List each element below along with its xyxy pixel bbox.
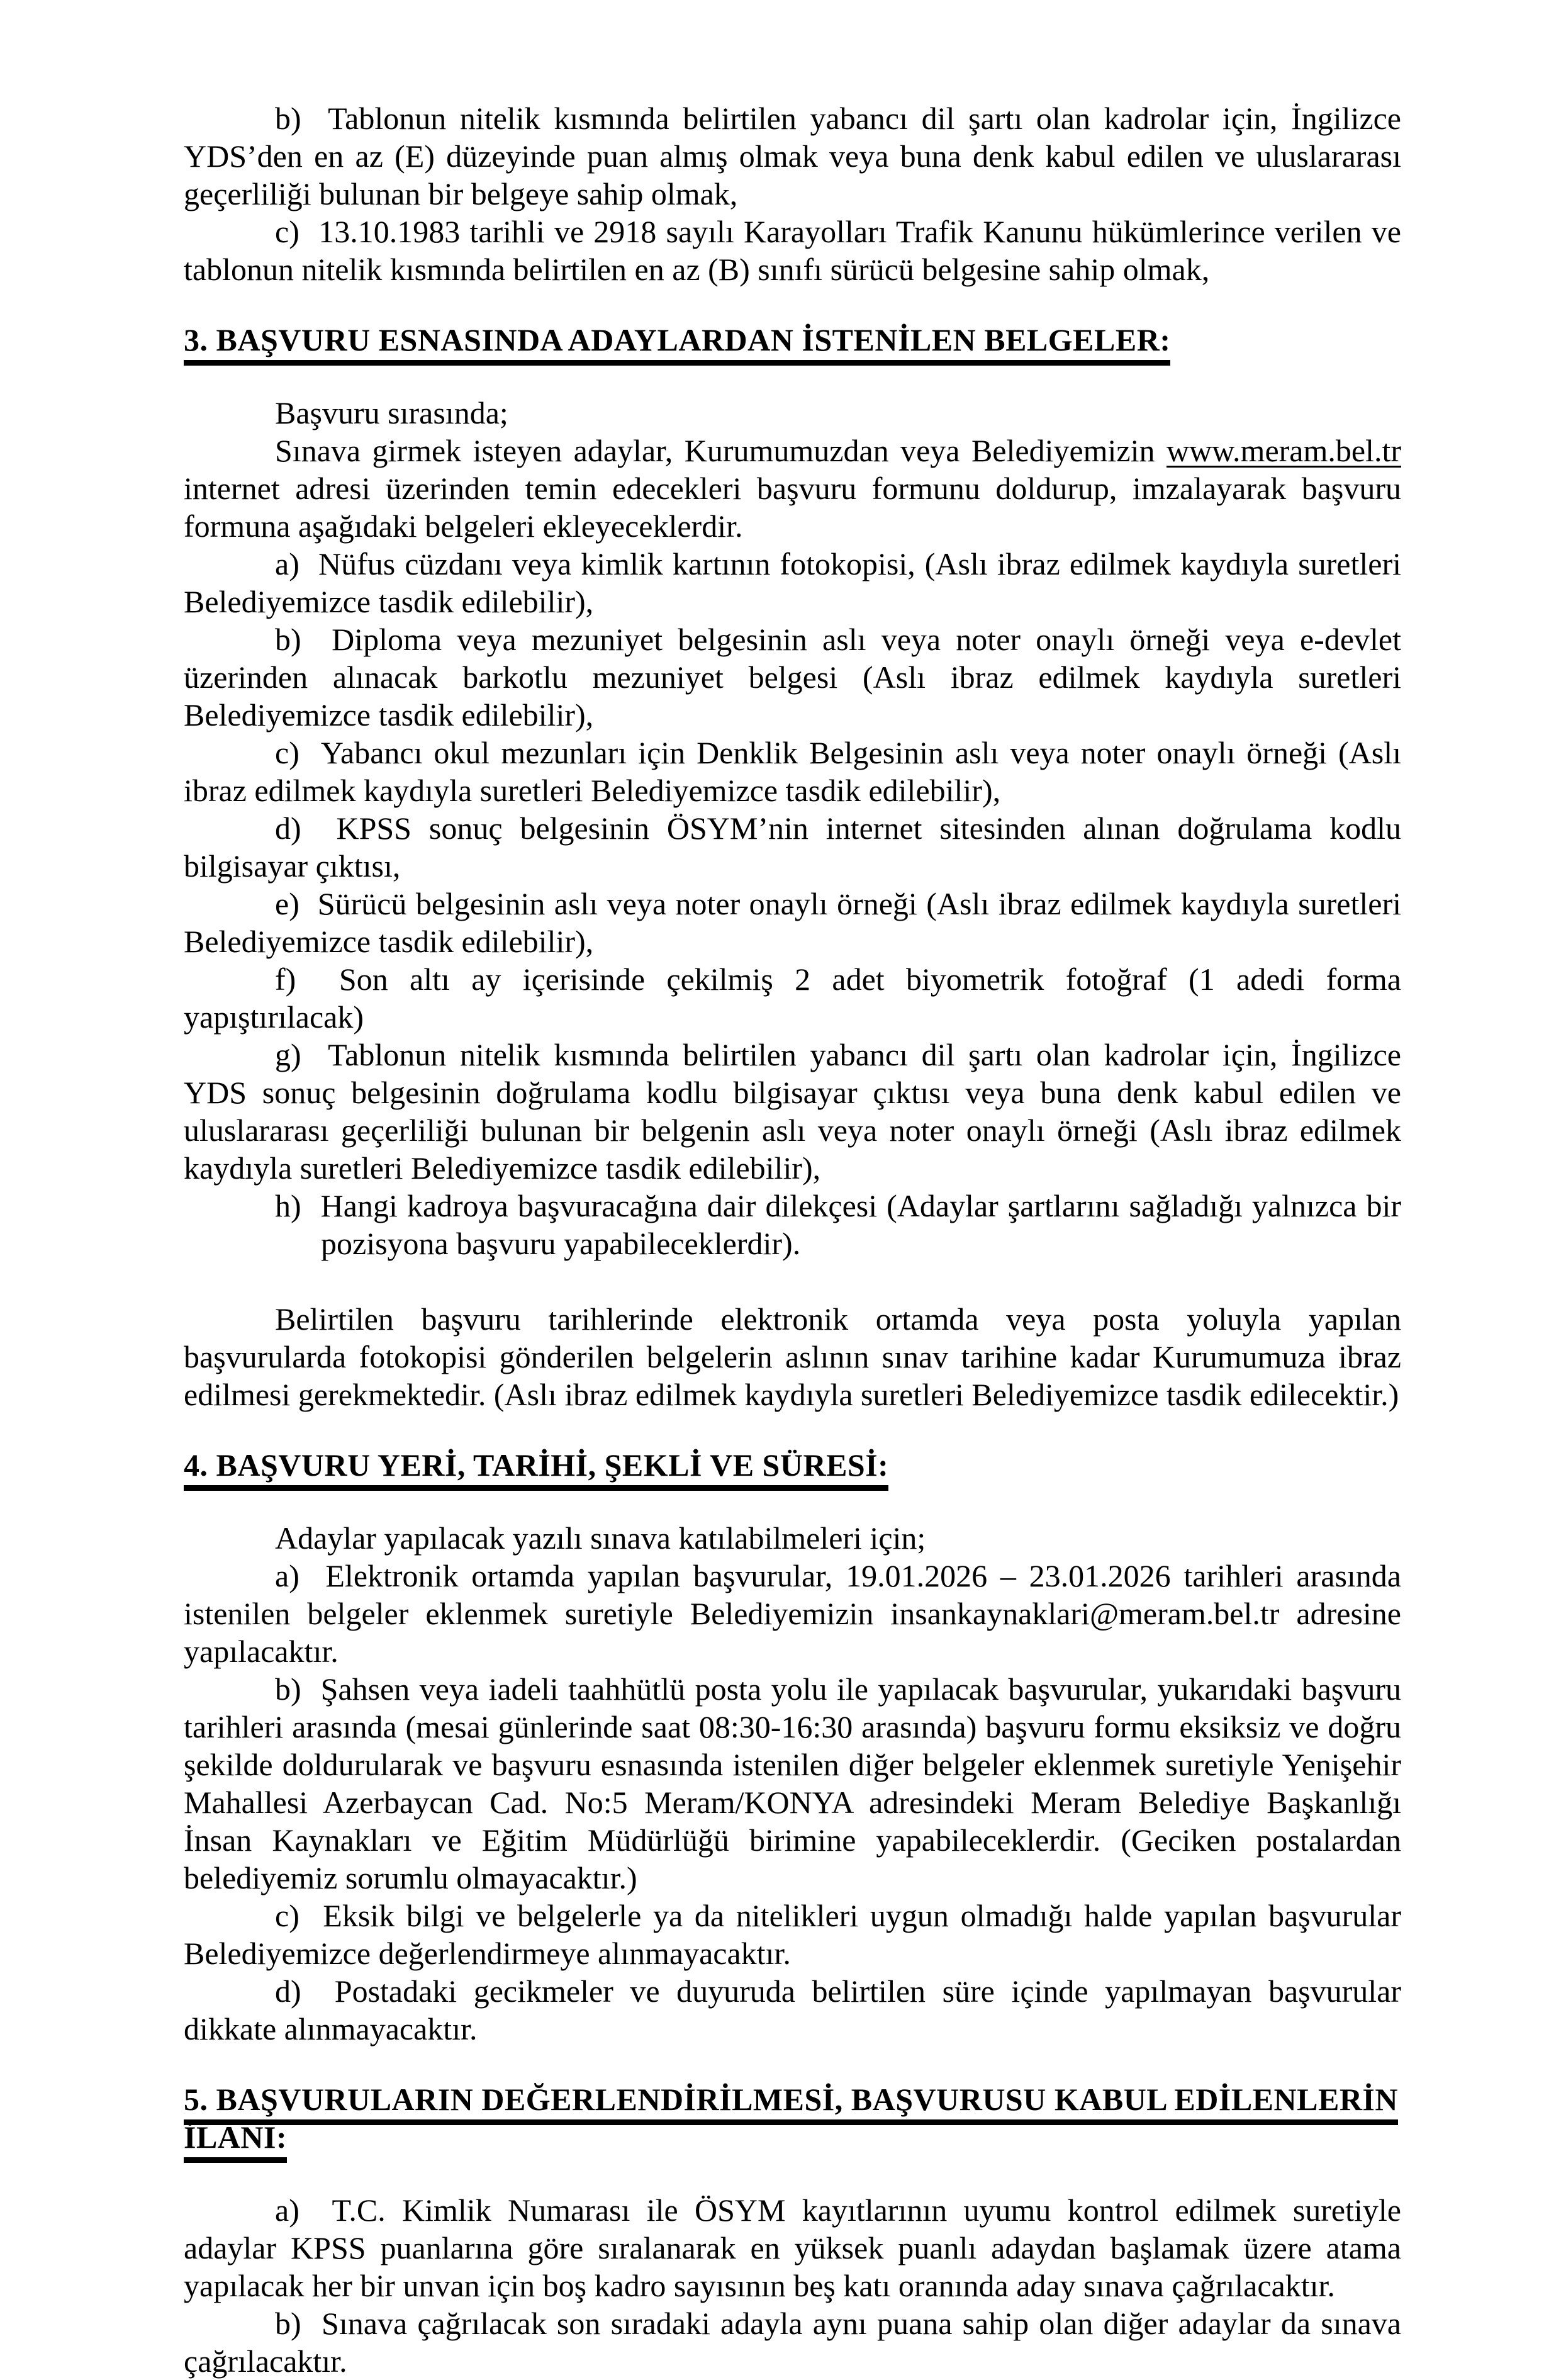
paragraph-condition-c: c) 13.10.1983 tarihli ve 2918 sayılı Karayolları Trafik Kanunu hükümlerince verilen ve tablonun nitelik kısmında belirtilen en az (B) sınıfı sürücü belgesine sahip olmak,	[184, 214, 1401, 287]
list-item-document-c: c) Yabancı okul mezunları için Denklik Belgesinin aslı veya noter onaylı örneği (Aslı ibraz edilmek kaydıyla suretleri Belediyemizce tasdik edilebilir),	[184, 735, 1401, 808]
list-item-document-b: b) Diploma veya mezuniyet belgesinin aslı veya noter onaylı örneği veya e-devlet üzerinden alınacak barkotlu mezuniyet belgesi (Aslı ibraz edilmek kaydıyla suretleri Belediyemizce tasdik edilebilir),	[184, 622, 1401, 733]
section-4-heading	[184, 1446, 1401, 1484]
section-5-heading-text: 5. BAŞVURULARIN DEĞERLENDİRİLMESİ, BAŞVURUSU KABUL EDİLENLERİN İLANI:	[184, 2082, 1398, 2163]
paragraph-section3-intro	[184, 432, 1401, 545]
section-3-heading	[184, 321, 1401, 359]
list-item-application-a: a) Elektronik ortamda yapılan başvurular, 19.01.2026 – 23.01.2026 tarihleri arasında istenilen belgeler eklenmek suretiyle Belediyemizin insankaynaklari@meram.bel.tr adresine yapılacaktır.	[184, 1558, 1401, 1669]
list-item-document-f: f) Son altı ay içerisinde çekilmiş 2 adet biyometrik fotoğraf (1 adedi forma yapıştırılacak)	[184, 962, 1401, 1035]
paragraph-condition-b: b) Tablonun nitelik kısmında belirtilen yabancı dil şartı olan kadrolar için, İngilizce YDS’den en az (E) düzeyinde puan almış olmak veya buna denk kabul edilen ve uluslararası geçerliliği bulunan bir belgeye sahip olmak,	[184, 101, 1401, 211]
list-item-document-d: d) KPSS sonuç belgesinin ÖSYM’nin internet sitesinden alınan doğrulama kodlu bilgisayar çıktısı,	[184, 811, 1401, 884]
section3-intro-after-link: internet adresi üzerinden temin edecekleri başvuru formunu doldurup, imzalayarak başvuru formuna aşağıdaki belgeleri ekleyeceklerdir.	[184, 471, 1401, 544]
list-item-document-h-text: Hangi kadroya başvuracağına dair dilekçesi (Adaylar şartlarını sağladığı yalnızca bir pozisyona başvuru yapabileceklerdir).	[320, 1188, 1401, 1261]
paragraph-section4-lead: Adaylar yapılacak yazılı sınava katılabilmeleri için;	[275, 1520, 926, 1556]
section-5	[184, 2080, 1401, 2380]
list-item-document-a: a) Nüfus cüzdanı veya kimlik kartının fotokopisi, (Aslı ibraz edilmek kaydıyla suretleri Belediyemizce tasdik edilebilir),	[184, 546, 1401, 619]
list-item-application-c: c) Eksik bilgi ve belgelerle ya da nitelikleri uygun olmadığı halde yapılan başvurular Belediyemizce değerlendirmeye alınmayacaktır.	[184, 1898, 1401, 1971]
section-3	[184, 321, 1401, 1413]
list-item-evaluation-a: a) T.C. Kimlik Numarası ile ÖSYM kayıtlarının uyumu kontrol edilmek suretiyle adaylar KPSS puanlarına göre sıralanarak en yüksek puanlı adaydan başlamak üzere atama yapılacak her bir unvan için boş kadro sayısının beş katı oranında aday sınava çağrılacaktır.	[184, 2192, 1401, 2303]
section-4	[184, 1446, 1401, 2048]
list-item-document-h-marker: h)	[275, 1188, 301, 1223]
list-item-application-d: d) Postadaki gecikmeler ve duyuruda belirtilen süre içinde yapılmayan başvurular dikkate alınmayacaktır.	[184, 1973, 1401, 2046]
list-item-document-h	[184, 1187, 1401, 1262]
list-item-evaluation-b: b) Sınava çağrılacak son sıradaki adayla aynı puana sahip olan diğer adaylar da sınava çağrılacaktır.	[184, 2306, 1401, 2379]
list-item-document-e: e) Sürücü belgesinin aslı veya noter onaylı örneği (Aslı ibraz edilmek kaydıyla suretleri Belediyemizce tasdik edilebilir),	[184, 886, 1401, 959]
website-link[interactable]: www.meram.bel.tr	[1166, 433, 1401, 468]
section-3-heading-text: 3. BAŞVURU ESNASINDA ADAYLARDAN İSTENİLEN BELGELER:	[184, 322, 1170, 366]
paragraph-section3-closing: Belirtilen başvuru tarihlerinde elektronik ortamda veya posta yoluyla yapılan başvurularda fotokopisi gönderilen belgelerin aslının sınav tarihine kadar Kurumumuza ibraz edilmesi gerekmektedir. (Aslı ibraz edilmek kaydıyla suretleri Belediyemizce tasdik edilecektir.)	[184, 1301, 1401, 1412]
section-5-heading	[184, 2080, 1401, 2156]
list-item-document-g: g) Tablonun nitelik kısmında belirtilen yabancı dil şartı olan kadrolar için, İngilizce YDS sonuç belgesinin doğrulama kodlu bilgisayar çıktısı veya buna denk kabul edilen ve uluslararası geçerliliği bulunan bir belgenin aslı veya noter onaylı örneği (Aslı ibraz edilmek kaydıyla suretleri Belediyemizce tasdik edilebilir),	[184, 1037, 1401, 1186]
list-item-application-b: b) Şahsen veya iadeli taahhütlü posta yolu ile yapılacak başvurular, yukarıdaki başvuru tarihleri arasında (mesai günlerinde saat 08:30-16:30 arasında) başvuru formu eksiksiz ve doğru şekilde doldurularak ve başvuru esnasında istenilen diğer belgeler eklenmek suretiyle Yenişehir Mahallesi Azerbaycan Cad. No:5 Meram/KONYA adresindeki Meram Belediye Başkanlığı İnsan Kaynakları ve Eğitim Müdürlüğü birimine yapabileceklerdir. (Geciken postalardan belediyemiz sorumlu olmayacaktır.)	[184, 1671, 1401, 1895]
paragraph-section3-lead: Başvuru sırasında;	[275, 395, 508, 430]
section-4-heading-text: 4. BAŞVURU YERİ, TARİHİ, ŞEKLİ VE SÜRESİ:	[184, 1447, 888, 1491]
section3-intro-before-link: Sınava girmek isteyen adaylar, Kurumumuzdan veya Belediyemizin	[275, 433, 1167, 468]
